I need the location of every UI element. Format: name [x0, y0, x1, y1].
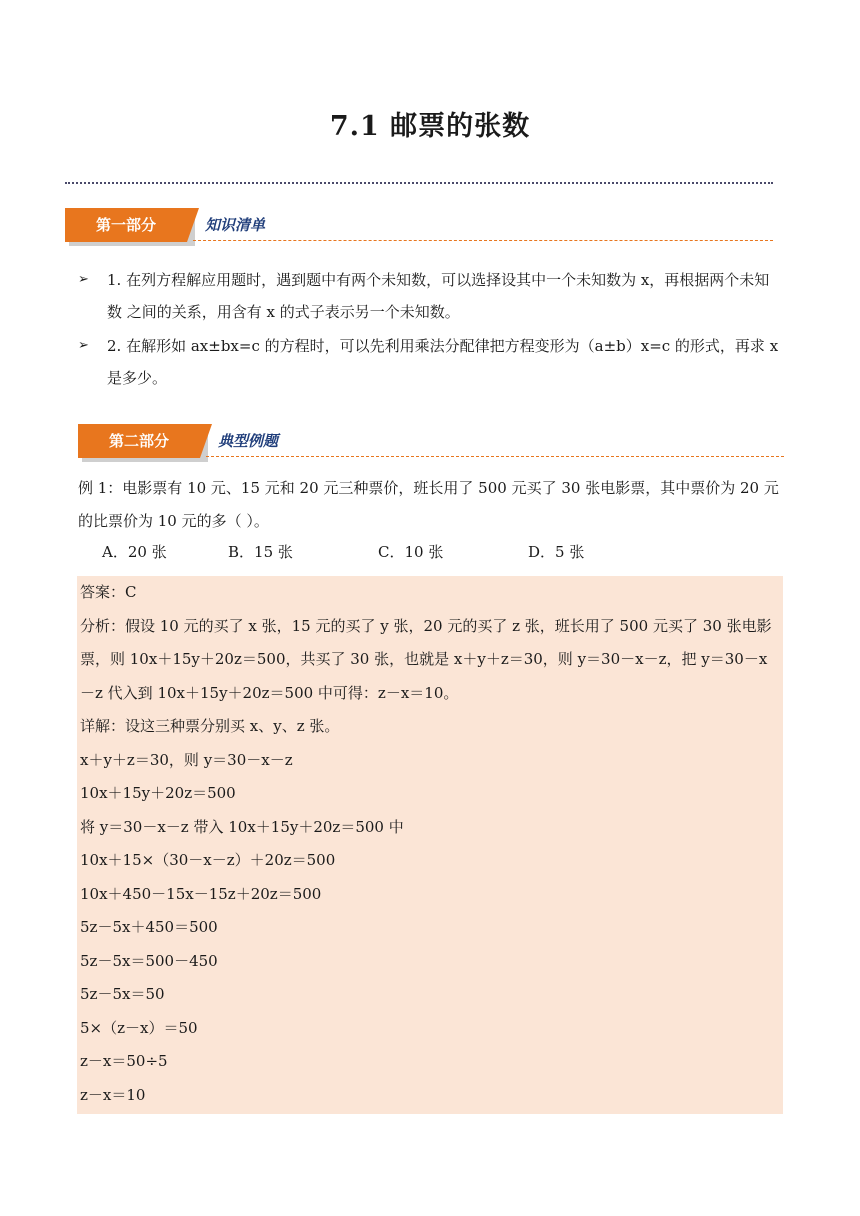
page-title: 7.1 邮票的张数 [329, 111, 531, 142]
option-c: C．10 张 [378, 543, 444, 561]
list-item [78, 330, 784, 394]
answer-line: 答案：C [80, 583, 137, 601]
step-line: 10x＋15y＋20z＝500 [80, 784, 236, 802]
analysis-text: 分析：假设 10 元的买了 x 张，15 元的买了 y 张，20 元的买了 z 张，班长用了 500 元买了 30 张电影票，则 10x＋15y＋20z＝500，共买了 30 张，也就是 x＋y＋z＝30，则 y＝30－x－z，把 y＝30－x－z 代入到 10x＋15y＋20z＝500 中可得：z－x＝10。 [80, 616, 772, 702]
step-line: x＋y＋z＝30，则 y＝30－x－z [80, 750, 293, 769]
arrow-bullet-icon: ➢ [78, 272, 89, 287]
arrow-bullet-icon: ➢ [78, 338, 89, 353]
step-line: 5×（z－x）＝50 [80, 1018, 198, 1037]
solution-box [77, 576, 783, 1114]
section-rule-1 [193, 240, 773, 241]
option-b: B．15 张 [228, 543, 293, 561]
step-line: 5z－5x＝50 [80, 985, 165, 1003]
step-line: 10x＋450－15x－15z＋20z＝500 [80, 884, 322, 903]
step-line: 将 y＝30－x－z 带入 10x＋15y＋20z＝500 中 [80, 817, 404, 836]
section-header-1 [65, 208, 773, 242]
detail-line: 详解：设这三种票分别买 x、y、z 张。 [80, 717, 340, 735]
example-question: 例 1：电影票有 10 元、15 元和 20 元三种票价，班长用了 500 元买了 30 张电影票，其中票价为 20 元的比票价为 10 元的多（ ）。 [78, 479, 779, 530]
step-line: z－x＝10 [80, 1085, 146, 1104]
list-item-text: 1. 在列方程解应用题时，遇到题中有两个未知数，可以选择设其中一个未知数为 x，再根据两个未知数 之间的关系，用含有 x 的式子表示另一个未知数。 [107, 271, 770, 321]
step-line: z－x＝50÷5 [80, 1052, 168, 1070]
section-tab-1: 第一部分 [65, 208, 187, 242]
step-line: 10x＋15×（30－x－z）＋20z＝500 [80, 851, 336, 869]
section-subtitle-1: 知识清单 [205, 216, 266, 234]
option-a: A．20 张 [102, 543, 167, 561]
section-subtitle-2: 典型例题 [218, 432, 279, 450]
section-tab-2: 第二部分 [78, 424, 200, 458]
title-divider [65, 182, 773, 184]
knowledge-list [78, 264, 784, 396]
list-item-text: 2. 在解形如 ax±bx=c 的方程时，可以先利用乘法分配律把方程变形为（a±b）x=c 的形式，再求 x 是多少。 [107, 337, 779, 387]
option-d: D．5 张 [528, 543, 585, 561]
section-header-2 [78, 424, 784, 458]
list-item [78, 264, 784, 328]
section-rule-2 [206, 456, 784, 457]
step-line: 5z－5x＋450＝500 [80, 918, 218, 936]
step-line: 5z－5x＝500－450 [80, 951, 218, 970]
